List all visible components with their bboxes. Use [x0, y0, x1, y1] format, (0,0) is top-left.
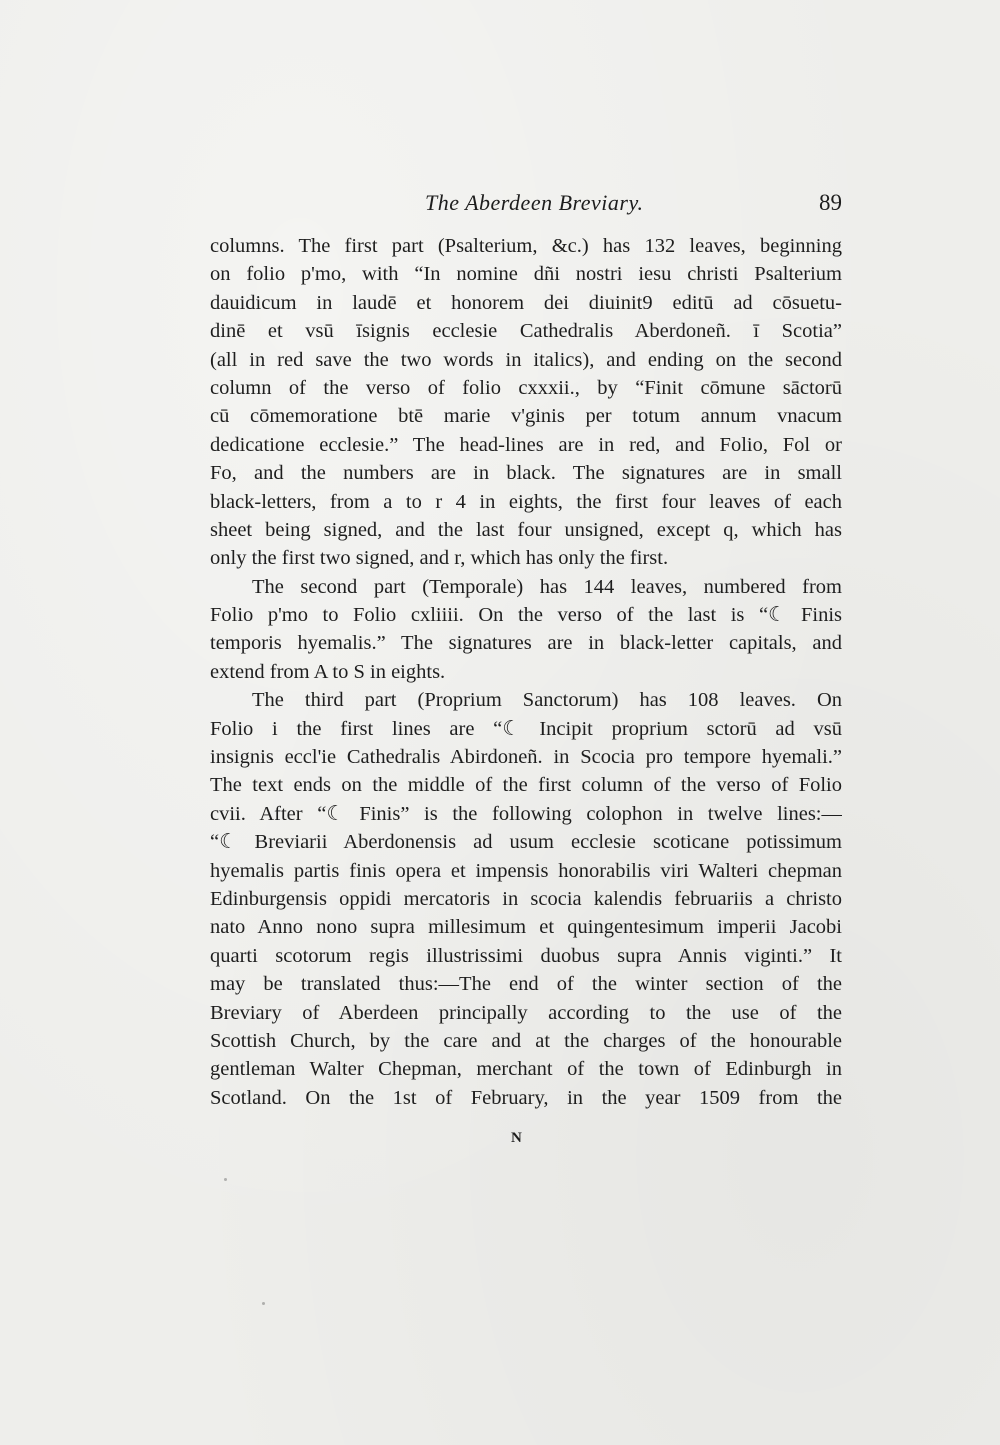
text-line: dauidicum in laudē et honorem dei diuinit9 editū ad cōsuetu- — [210, 291, 842, 314]
paper-speck — [224, 1178, 227, 1181]
text-line: Scottish Church, by the care and at the charges of the honourable — [210, 1029, 842, 1052]
paragraph-1 — [210, 232, 842, 573]
paper-speck — [262, 1302, 265, 1305]
text-line: quarti scotorum regis illustrissimi duobus supra Annis viginti.” It — [210, 944, 842, 967]
body-text — [210, 232, 842, 1112]
running-head — [0, 190, 1000, 224]
text-line: cvii. After “☾ Finis” is the following colophon in twelve lines:— — [210, 802, 842, 825]
text-line: column of the verso of folio cxxxii., by “Finit cōmune sāctorū — [210, 376, 842, 399]
text-line: The text ends on the middle of the first column of the verso of Folio — [210, 774, 842, 797]
text-line: black-letters, from a to r 4 in eights, the first four leaves of each — [210, 490, 842, 513]
text-line: cū cōmemoratione btē marie v'ginis per totum annum vnacum — [210, 405, 842, 428]
text-line: columns. The first part (Psalterium, &c.) has 132 leaves, beginning — [210, 235, 842, 257]
text-line: Folio p'mo to Folio cxliiii. On the verso of the last is “☾ Finis — [210, 604, 842, 627]
text-line: Edinburgensis oppidi mercatoris in scocia kalendis februariis a christo — [210, 887, 842, 910]
text-line: Breviary of Aberdeen principally according to the use of the — [210, 1001, 842, 1024]
text-line: sheet being signed, and the last four unsigned, except q, which has — [210, 518, 842, 541]
text-line: Folio i the first lines are “☾ Incipit proprium sctorū ad vsū — [210, 717, 842, 740]
text-line: insignis eccl'ie Cathedralis Abirdoneñ. in Scocia pro tempore hyemali.” — [210, 746, 842, 769]
text-line: may be translated thus:—The end of the winter section of the — [210, 973, 842, 996]
text-line: Scotland. On the 1st of February, in the year 1509 from the — [210, 1086, 842, 1109]
text-line: nato Anno nono supra millesimum et quingentesimum imperii Jacobi — [210, 916, 842, 939]
text-line: only the first two signed, and r, which has only the first. — [210, 547, 669, 570]
paragraph-2 — [210, 573, 842, 687]
text-line: gentleman Walter Chepman, merchant of the town of Edinburgh in — [210, 1058, 842, 1081]
text-line: (all in red save the two words in italics), and ending on the second — [210, 348, 842, 371]
running-title: The Aberdeen Breviary. — [425, 190, 644, 215]
signature-mark: N — [511, 1130, 523, 1146]
text-line: “☾ Breviarii Aberdonensis ad usum ecclesie scoticane potissimum — [210, 831, 842, 854]
page-number: 89 — [819, 190, 842, 215]
text-line: Fo, and the numbers are in black. The signatures are in small — [210, 462, 842, 485]
text-line: dinē et vsū īsignis ecclesie Cathedralis Aberdoneñ. ī Scotia” — [210, 320, 842, 343]
text-line: The third part (Proprium Sanctorum) has 108 leaves. On — [252, 689, 842, 712]
text-line: extend from A to S in eights. — [210, 660, 446, 683]
text-line: on folio p'mo, with “In nomine dñi nostri iesu christi Psalterium — [210, 263, 842, 286]
paragraph-3 — [210, 686, 842, 1112]
text-line: dedicatione ecclesie.” The head-lines are in red, and Folio, Fol or — [210, 433, 842, 456]
text-line: temporis hyemalis.” The signatures are in black-letter capitals, and — [210, 632, 842, 655]
text-line: The second part (Temporale) has 144 leaves, numbered from — [252, 575, 842, 598]
text-line: hyemalis partis finis opera et impensis honorabilis viri Walteri chepman — [210, 859, 842, 882]
